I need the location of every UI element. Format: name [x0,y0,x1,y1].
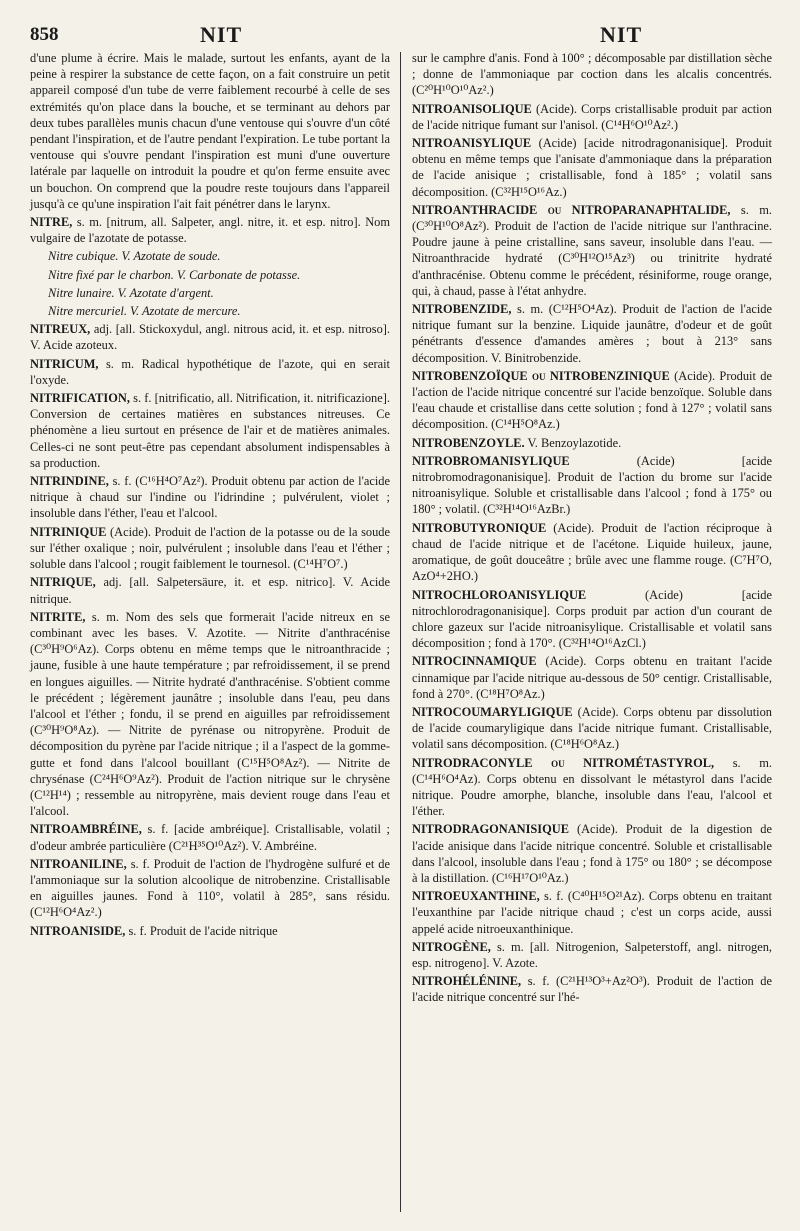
cross-reference: Nitre cubique. V. Azotate de soude. [48,249,221,264]
entry-headword: NITRICUM, [30,356,99,371]
entry-definition: s. f. [nitrificatio, all. Nitrification, it. nitrificazione]. Conversion de certaines matières en substances nitreuses. Ce phénomène a lieu surtout en présence de l'air et de matières animales. Celles-ci ne sont peut-être pas cependant absolument indispensables à sa production. [30,391,390,470]
dictionary-entry [412,888,772,937]
entry-headword: NITREUX, [30,322,91,337]
dictionary-entry [412,821,772,886]
entry-headword: NITROBENZOÏQUE ou NITROBENZINIQUE [412,368,670,383]
entry-definition: (Acide) [acide nitrochlorodragonanisique]. Corps produit par action d'un courant de chlore gazeux sur l'acide nitroanisylique. Cristallisable et volatil sans décomposition ; fond à 170°. (C³²H¹⁴O¹⁶AzCl.) [412,587,772,651]
entry-definition: s. f. [acide ambréique]. Cristallisable, volatil ; d'odeur ambrée particulière (C²¹H³⁵O¹⁰Az²). V. Ambréine. [30,822,390,853]
entry-headword: NITROCINNAMIQUE [412,654,537,669]
entry-headword: NITROGÈNE, [412,939,491,954]
entry-definition: adj. [all. Salpetersäure, it. et esp. nitrico]. V. Acide nitrique. [30,575,390,606]
entry-headword: NITROBUTYRONIQUE [412,520,547,535]
dictionary-entry [30,574,390,606]
dictionary-entry [412,435,772,451]
entry-definition: (Acide) [acide nitrodragonanisique]. Produit obtenu en même temps que l'anisate d'ammoniaque dans la préparation de l'acide anisique ; cristallisable, fond à 185° ; volatil sans décomposition. (C³²H¹⁵O¹⁶Az.) [412,136,772,199]
entry-headword: NITRINDINE, [30,474,109,489]
entry-definition: s. m. (C¹²H⁵O⁴Az). Produit de l'action de l'acide nitrique fumant sur la benzine. Liquide jaunâtre, d'odeur et de goût pénétrants d'essence d'amandes amères ; bout à 213° sans décomposition. V. Binitrobenzide. [412,302,772,365]
entry-definition: s. m. (C³⁰H¹⁰O⁸Az²). Produit de l'action de l'acide nitrique sur l'anthracine. Poudre jaune à peine cristalline, sans saveur, insoluble dans l'eau. — Nitroanthracide hydraté (C³⁰H¹²O¹⁵Az³) ou trinitrite hydraté d'anthracénise. Obtenu comme le précédent, résiniforme, rouge orange, qui, à chaud, passe à l'état anhydre. [412,202,772,298]
entry-headword: NITROANTHRACIDE ou NITROPARANAPHTALIDE, [412,202,731,217]
continued-text: sur le camphre d'anis. Fond à 100° ; décomposable par distillation sèche ; donne de l'ammoniaque par coction dans les alcalis concentrés. (C²⁰H¹⁰O¹⁰Az².) [412,51,772,98]
right-column [412,50,772,1008]
dictionary-entry [30,856,390,921]
dictionary-entry [412,301,772,366]
entry-definition: s. m. [nitrum, all. Salpeter, angl. nitre, it. et esp. nitro]. Nom vulgaire de l'azotate de potasse. [30,215,390,246]
entry-definition: (Acide). Produit de l'action de l'acide nitrique concentré sur l'acide benzoïque. Soluble dans l'eau chaude et cristallise dans cette solution ; fond à 127° ; volatil sans décomposition. (C¹⁴H⁵O⁸Az.) [412,368,772,432]
dictionary-entry [412,453,772,518]
dictionary-entry [412,973,772,1005]
dictionary-entry [30,321,390,353]
entry-headword: NITRITE, [30,609,86,624]
entry-definition: s. f. (C¹⁶H⁴O⁷Az²). Produit obtenu par action de l'acide nitrique à chaud sur l'indine ou l'idrindine ; pulvérulent, violet ; insoluble dans l'éther, l'eau et l'alcool. [30,474,390,521]
dictionary-entry [30,524,390,573]
entry-headword: NITROANILINE, [30,856,127,871]
entry-headword: NITROCOUMARYLIGIQUE [412,704,573,719]
dictionary-entry [30,214,390,246]
dictionary-entry [412,368,772,433]
dictionary-entry [412,939,772,971]
entry-headword: NITROANISYLIQUE [412,136,532,151]
entry-headword: NITROBENZIDE, [412,302,512,317]
dictionary-entry [412,704,772,753]
cross-reference: Nitre lunaire. V. Azotate d'argent. [48,285,214,300]
entry-definition: s. f. Produit de l'action de l'hydrogène sulfuré et de l'ammoniaque sur la solution alcoolique de nitrobenzine. Cristallisable en aiguilles jaunes. Fond à 110°, volatil à 285°, sans résidu. (C¹²H⁶O⁴Az².) [30,856,390,920]
dictionary-entry [30,923,390,939]
entry-headword: NITRINIQUE [30,524,107,539]
cross-reference: Nitre mercuriel. V. Azotate de mercure. [48,304,241,319]
dictionary-entry [412,101,772,133]
entry-headword: NITRIQUE, [30,575,96,590]
dictionary-entry [412,202,772,299]
entry-headword: NITROCHLOROANISYLIQUE [412,587,587,602]
dictionary-entry [412,755,772,820]
left-column [30,50,390,941]
entry-definition: (Acide) [acide nitrobromodragonanisique]. Produit de l'action du brome sur l'acide nitroanisylique. Soluble et cristallisable dans l'alcool ; fond à 175° ou 180° ; volatil. (C³²H¹⁴O¹⁶AzBr.) [412,453,772,517]
dictionary-entry [30,473,390,522]
column-rule [400,52,401,1212]
cross-reference: Nitre fixé par le charbon. V. Carbonate de potasse. [48,267,301,282]
dictionary-entry [30,609,390,820]
entry-headword: NITROHÉLÉNINE, [412,974,522,989]
entry-headword: NITROANISIDE, [30,923,126,938]
entry-definition: (Acide). Produit de la digestion de l'acide anisique dans l'acide nitrique concentré. Soluble et cristallisable dans l'alcool, insoluble dans l'eau ; fond à 175° ou 180° ; se décompose à la distillation. (C¹⁶H¹⁷O¹⁰Az.) [412,822,772,885]
dictionary-entry [412,135,772,200]
continued-text: d'une plume à écrire. Mais le malade, surtout les enfants, ayant de la peine à respirer la substance de cette façon, on a fait construire un petit appareil composé d'un tube de verre faiblement recourbé à celle de ses extrémités qu'on place dans la bouche, et se terminant au dehors par deux tubes parallèles munis chacun d'une ventouse qui s'ouvre d'un côté pendant l'inspiration, et de l'autre pendant l'expiration. Le tube portant la ventouse qui s'ouvre pendant l'inspiration est muni d'une ouverture latérale par laquelle on introduit la poudre et qu'on ferme ensuite avec un bouchon. On comprend que la poudre reste toujours dans l'appareil jusqu'à ce qu'une inspiration l'ait fait pénétrer dans le larynx. [30,51,390,211]
dictionary-entry [412,520,772,585]
entry-definition: (Acide). Corps obtenu en traitant l'acide cinnamique par l'acide nitrique au-dessous de 50° centigr. Cristallisable, fond à 270°. (C¹⁸H⁷O⁸Az.) [412,654,772,701]
entry-headword: NITRODRAGONANISIQUE [412,822,569,837]
entry-definition: (Acide). Corps cristallisable produit par action de l'acide nitrique fumant sur l'anisol. (C¹⁴H⁶O¹⁰Az².) [412,101,772,132]
page-header [30,18,776,48]
entry-definition: (Acide). Corps obtenu par dissolution de l'acide coumaryligique dans l'acide nitrique fumant. Cristallisable, volatil sans décomposition. (C¹⁸H⁶O⁸Az.) [412,704,772,752]
entry-definition: s. f. Produit de l'acide nitrique [128,923,278,938]
entry-headword: NITRODRACONYLE ou NITROMÉTASTYROL, [412,755,715,770]
entry-definition: s. f. (C⁴⁰H¹⁵O²¹Az). Corps obtenu en traitant l'euxanthine par l'acide nitrique chaud ; c'est un corps acide, aussi appelé acide nitroeuxanthinique. [412,889,772,936]
entry-definition: adj. [all. Stickoxydul, angl. nitrous acid, it. et esp. nitroso]. V. Acide azoteux. [30,322,390,353]
entry-definition: (Acide). Produit de l'action réciproque à chaud de l'acide nitrique et de l'acétone. Liquide huileux, jaune, aromatique, de goût douceâtre ; brûle avec une flamme rouge. (C⁷H⁷O, AzO⁴+2HO.) [412,520,772,584]
dictionary-entry [30,356,390,388]
entry-headword: NITRIFICATION, [30,391,130,406]
dictionary-entry [412,653,772,702]
entry-definition: s. m. Radical hypothétique de l'azote, qui en serait l'oxyde. [30,356,390,387]
dictionary-entry [30,390,390,471]
entry-definition: (Acide). Produit de l'action de la potasse ou de la soude sur l'éther oxalique ; noir, pulvérulent ; insoluble dans l'eau et l'éther ; soluble dans l'alcool ; rougit faiblement le tournesol. (C¹⁴H⁷O⁷.) [30,524,390,572]
entry-definition: s. m. Nom des sels que formerait l'acide nitreux en se combinant avec les bases. V. Azotite. — Nitrite d'anthracénise (C³⁰H⁹O⁶Az). Corps obtenu en même temps que le nitroanthracide ; jaune, fusible à une haute température ; par refroidissement, il se prend en longues aiguilles. — Nitrite hydraté d'anthracénise. S'obtient comme le précédent ; légèrement jaunâtre ; insoluble dans l'eau, peu dans l'alcool et l'éther ; fondu, il se prend en aiguilles par refroidissement (C³⁰H⁹O⁸Az). — Nitrite de pyrénase ou nitropyrène. Produit de décomposition du pyrène par l'acide nitrique ; il a l'aspect de la gomme-gutte et fond dans l'alcool bouillant (C¹⁵H⁵O⁸Az²). — Nitrite de chrysénase (C²⁴H⁶O⁹Az²). Produit de l'action nitrique sur le chrysène (C¹²H¹⁴) ; ressemble au nitropyrène, mais devient rouge dans l'eau et l'alcool. [30,609,390,819]
running-head-right: NIT [600,22,643,47]
entry-definition: s. m. (C¹⁴H⁶O⁴Az). Corps obtenu en dissolvant le métastyrol dans l'acide nitrique. Poudre amorphe, blanche, insoluble dans l'eau, l'alcool et l'éther. [412,755,772,819]
entry-definition: s. f. (C²¹H¹³O³+Az²O³). Produit de l'action de l'acide nitrique concentré sur l'hé- [412,974,772,1005]
entry-headword: NITROANISOLIQUE [412,101,532,116]
entry-headword: NITROAMBRÉINE, [30,822,142,837]
page-number: 858 [30,24,59,45]
entry-definition: s. m. [all. Nitrogenion, Salpeterstoff, angl. nitrogen, esp. nitrogeno]. V. Azote. [412,939,772,970]
dictionary-entry [412,587,772,652]
running-head-left: NIT [200,22,243,47]
entry-definition: V. Benzoylazotide. [527,435,622,450]
entry-headword: NITRE, [30,215,73,230]
entry-headword: NITROBROMANISYLIQUE [412,453,570,468]
entry-headword: NITROBENZOYLE. [412,435,525,450]
entry-headword: NITROEUXANTHINE, [412,889,540,904]
dictionary-entry [30,821,390,853]
